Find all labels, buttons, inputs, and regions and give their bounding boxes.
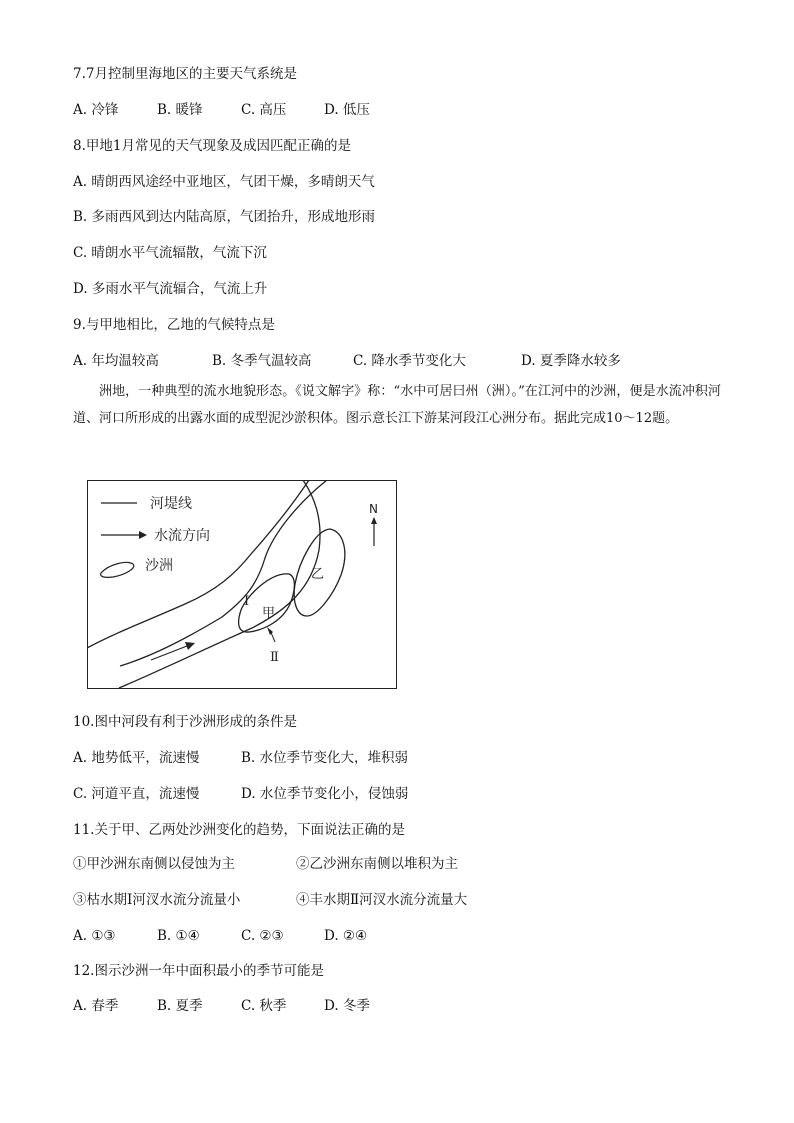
q11-statement-3: ③枯水期Ⅰ河汊水流分流量小 [73,892,241,908]
q12-option-c: C. 秋季 [241,998,287,1014]
q9-option-b: B. 冬季气温较高 [212,353,312,369]
sandbar-yi-label: 乙 [311,567,325,582]
sandbar-map [87,480,398,690]
q8-option-d: D. 多雨水平气流辐合，气流上升 [73,281,268,297]
q7-option-b: B. 暖锋 [157,102,203,118]
q10-option-b: B. 水位季节变化大，堆积弱 [241,750,409,766]
q7-option-a: A. 冷锋 [73,102,119,118]
q8-option-c: C. 晴朗水平气流辐散，气流下沉 [73,245,267,261]
q9-option-a: A. 年均温较高 [73,353,159,369]
q9-stem: 9.与甲地相比，乙地的气候特点是 [73,317,275,333]
channel-1-label: Ⅰ [244,594,250,609]
q11-option-a: A. ①③ [73,928,116,944]
legend-flow-label: 水流方向 [154,528,210,544]
map-frame [88,481,397,689]
q10-option-d: D. 水位季节变化小，侵蚀弱 [241,786,409,802]
q7-option-c: C. 高压 [241,102,287,118]
q12-option-d: D. 冬季 [324,998,370,1014]
q11-option-d: D. ②④ [324,928,368,944]
q7-option-d: D. 低压 [324,102,370,118]
q9-option-d: D. 夏季降水较多 [521,353,621,369]
q12-stem: 12.图示沙洲一年中面积最小的季节可能是 [73,963,324,979]
sandbar-jia-label: 甲 [262,606,276,621]
q7-stem: 7.7月控制里海地区的主要天气系统是 [73,66,297,82]
q11-stem: 11.关于甲、乙两处沙洲变化的趋势，下面说法正确的是 [73,822,405,838]
q8-option-a: A. 晴朗西风途经中亚地区，气团干燥，多晴朗天气 [73,174,375,190]
passage: 洲地，一种典型的流水地貌形态。《说文解字》称：“水中可居曰州（洲）。”在江河中的沙洲，便是水流冲积河道、河口所形成的出露水面的成型泥沙淤积体。图示意长江下游某河段江心洲分布。据此完成10～12题。 [73,384,721,426]
q10-stem: 10.图中河段有利于沙洲形成的条件是 [73,714,297,730]
q12-option-b: B. 夏季 [157,998,203,1014]
q10-option-c: C. 河道平直，流速慢 [73,786,200,802]
q11-statement-2: ②乙沙洲东南侧以堆积为主 [296,856,458,872]
q12-option-a: A. 春季 [73,998,119,1014]
q8-stem: 8.甲地1月常见的天气现象及成因匹配正确的是 [73,138,351,154]
legend-sandbar-label: 沙洲 [145,558,173,574]
channel-2-label: Ⅱ [270,650,279,665]
legend-embankment-label: 河堤线 [150,496,192,512]
q11-option-b: B. ①④ [157,928,200,944]
q11-statement-1: ①甲沙洲东南侧以侵蚀为主 [73,856,235,872]
q11-option-c: C. ②③ [241,928,284,944]
q11-statement-4: ④丰水期Ⅱ河汊水流分流量大 [296,892,468,908]
q9-option-c: C. 降水季节变化大 [353,353,466,369]
north-label: N [369,502,378,516]
q8-option-b: B. 多雨西风到达内陆高原，气团抬升，形成地形雨 [73,209,376,225]
q10-option-a: A. 地势低平，流速慢 [73,750,200,766]
